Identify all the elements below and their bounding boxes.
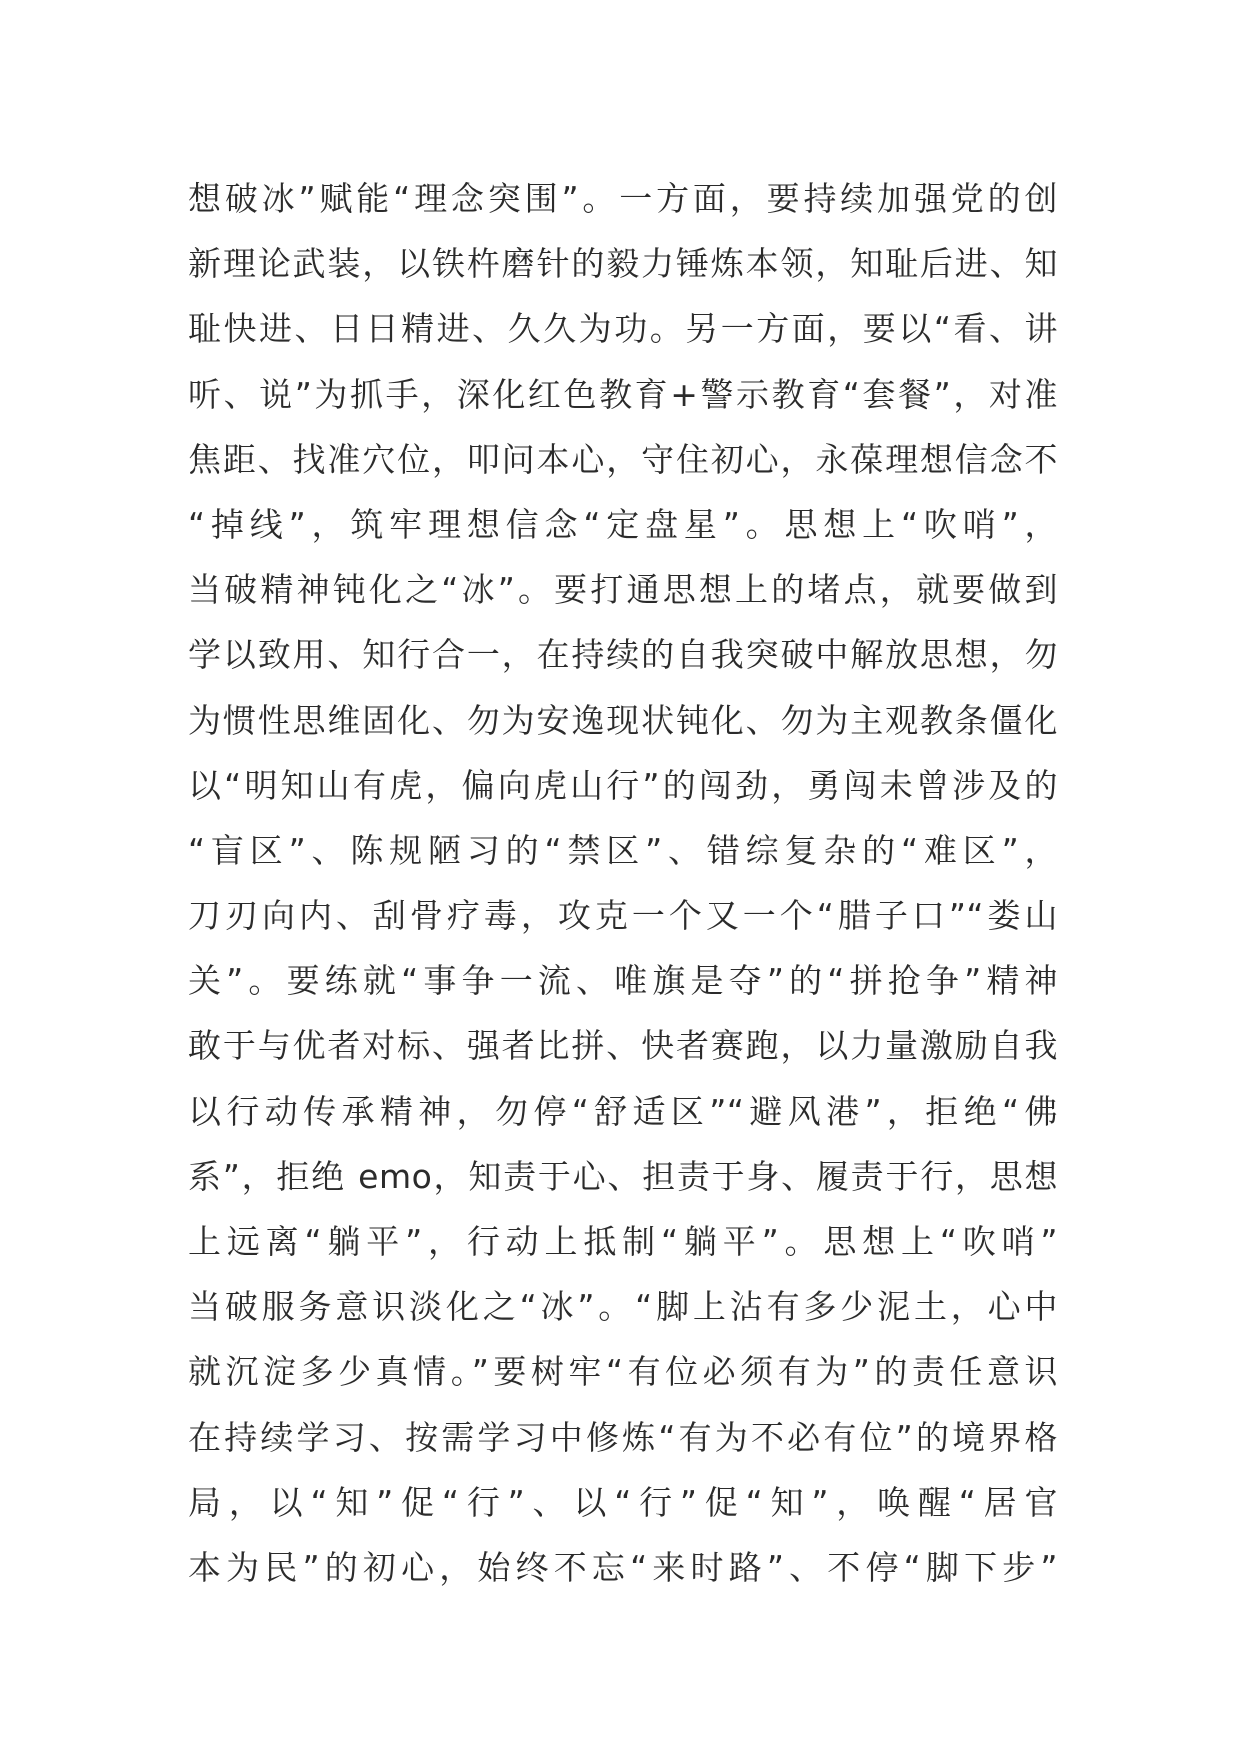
text-line: 想破冰”赋能“理念突围”。一方面，要持续加强党的创 (188, 179, 1058, 218)
text-line: 本为民”的初心，始终不忘“来时路”、不停“脚下步” (188, 1547, 1058, 1587)
text-line: 在持续学习、按需学习中修炼“有为不必有位”的境界格 (188, 1417, 1058, 1457)
text-line: 耻快进、日日精进、久久为功。另一方面，要以“看、讲 (188, 309, 1058, 349)
text-line: 学以致用、知行合一，在持续的自我突破中解放思想，勿 (188, 635, 1058, 675)
text-line: 当破服务意识淡化之“冰”。“脚上沾有多少泥土，心中 (188, 1287, 1058, 1327)
text-line: 新理论武装，以铁杵磨针的毅力锤炼本领，知耻后进、知 (188, 244, 1058, 284)
text-line: 局，以“知”促“行”、以“行”促“知”，唤醒“居官 (188, 1482, 1058, 1522)
text-line: 为惯性思维固化、勿为安逸现状钝化、勿为主观教条僵化 (188, 700, 1058, 740)
text-line: “盲区”、陈规陋习的“禁区”、错综复杂的“难区”， (188, 830, 1058, 870)
text-line: 关”。要练就“事争一流、唯旗是夺”的“拼抢争”精神 (188, 961, 1058, 1001)
text-line: 以“明知山有虎，偏向虎山行”的闯劲，勇闯未曾涉及的 (188, 765, 1058, 805)
text-line: 焦距、找准穴位，叩问本心，守住初心，永葆理想信念不 (188, 439, 1058, 479)
text-line: 听、说”为抓手，深化红色教育+警示教育“套餐”，对准 (188, 374, 1058, 414)
text-line: 当破精神钝化之“冰”。要打通思想上的堵点，就要做到 (188, 570, 1058, 610)
text-line: 刀刃向内、刮骨疗毒，攻克一个又一个“腊子口”“娄山 (188, 896, 1058, 936)
text-line: 就沉淀多少真情。”要树牢“有位必须有为”的责任意识 (188, 1352, 1058, 1392)
text-line: 系”，拒绝 emo，知责于心、担责于身、履责于行，思想 (188, 1156, 1058, 1196)
text-line: “掉线”，筑牢理想信念“定盘星”。思想上“吹哨”， (188, 504, 1058, 544)
text-line: 敢于与优者对标、强者比拼、快者赛跑，以力量激励自我 (188, 1026, 1058, 1066)
text-line: 上远离“躺平”，行动上抵制“躺平”。思想上“吹哨” (188, 1222, 1058, 1261)
body-paragraph (188, 166, 1058, 1600)
text-line: 以行动传承精神，勿停“舒适区”“避风港”，拒绝“佛 (188, 1091, 1058, 1131)
